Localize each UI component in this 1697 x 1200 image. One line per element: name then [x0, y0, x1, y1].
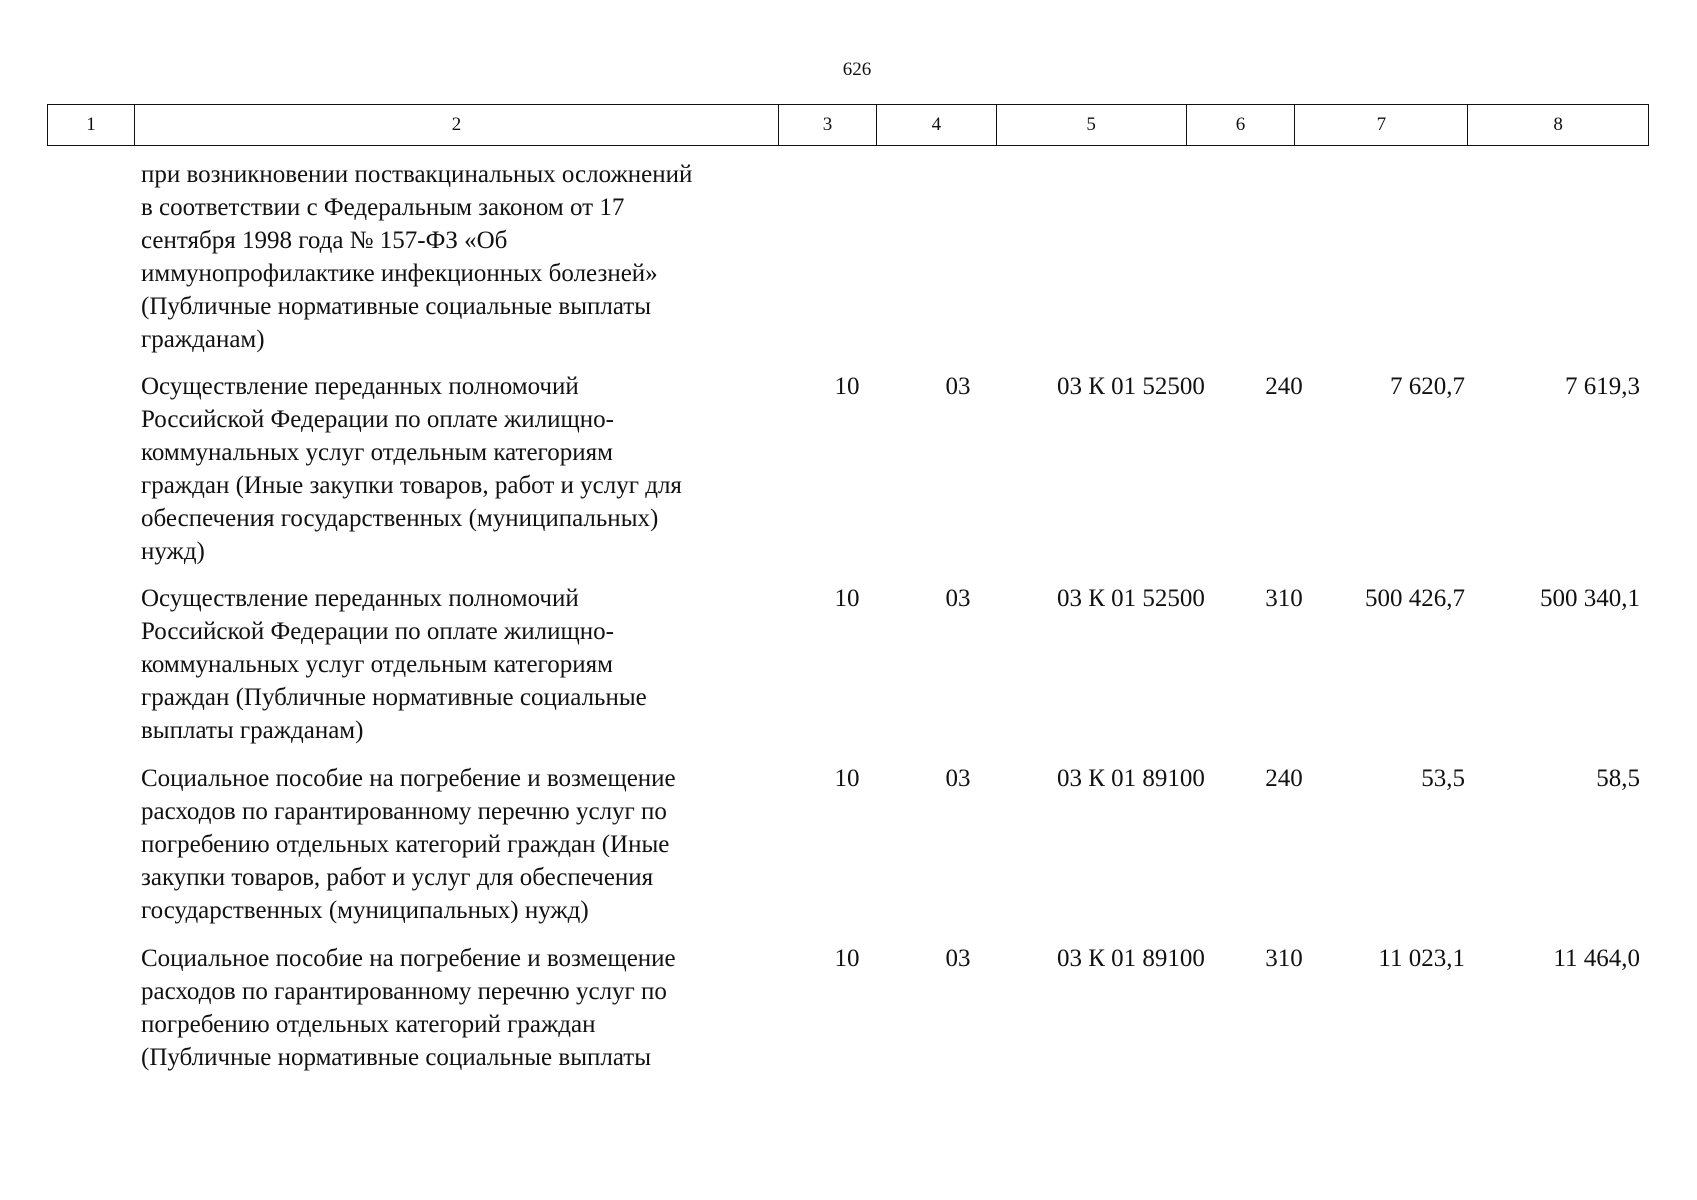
- page-number: 626: [842, 59, 872, 80]
- row-subsection-code: 03: [945, 765, 971, 792]
- row-subsection-code: 03: [945, 585, 971, 612]
- row-description: при возникновении поствакцинальных осложнений в соответствии с Федеральным законом от 17 сентября 1998 года № 157-ФЗ «Об иммунопрофилактике инфекционных болезней» (Публичные нормативные социальные выплаты гражданам): [141, 161, 693, 353]
- row-target-article-code: 03 К 01 52500: [1057, 373, 1205, 400]
- header-cell-6: 6: [1187, 105, 1296, 145]
- table-header-row: [47, 104, 1649, 146]
- row-expense-type-code: 310: [1265, 585, 1303, 612]
- header-cell-3: 3: [779, 105, 877, 145]
- row-target-article-code: 03 К 01 89100: [1057, 765, 1205, 792]
- header-cell-8: 8: [1553, 114, 1563, 135]
- row-amount-col8: 58,5: [1596, 765, 1640, 792]
- row-amount-col8: 7 619,3: [1565, 373, 1640, 400]
- row-amount-col7: 53,5: [1421, 765, 1465, 792]
- row-amount-col7: 500 426,7: [1365, 585, 1465, 612]
- row-expense-type-code: 240: [1265, 765, 1303, 792]
- header-cell-5: 5: [997, 105, 1187, 145]
- row-section-code: 10: [834, 765, 860, 792]
- row-amount-col8: 11 464,0: [1553, 945, 1640, 972]
- row-description: Социальное пособие на погребение и возмещение расходов по гарантированному перечню услуг по погребению отдельных категорий граждан (Иные закупки товаров, работ и услуг для обеспечения государственных (муниципальных) нужд): [141, 765, 676, 924]
- row-description: Осуществление переданных полномочий Российской Федерации по оплате жилищно-коммунальных услуг отдельным категориям граждан (Иные закупки товаров, работ и услуг для обеспечения государственных (муниципальных) нужд): [141, 373, 682, 565]
- header-cell-1: 1: [48, 105, 135, 145]
- row-target-article-code: 03 К 01 52500: [1057, 585, 1205, 612]
- row-amount-col7: 11 023,1: [1378, 945, 1465, 972]
- row-section-code: 10: [834, 585, 860, 612]
- row-amount-col7: 7 620,7: [1390, 373, 1465, 400]
- row-amount-col8: 500 340,1: [1540, 585, 1640, 612]
- header-cell-2: 2: [135, 105, 779, 145]
- row-description: Осуществление переданных полномочий Российской Федерации по оплате жилищно-коммунальных услуг отдельным категориям граждан (Публичные нормативные социальные выплаты гражданам): [141, 585, 647, 744]
- row-expense-type-code: 310: [1265, 945, 1303, 972]
- row-target-article-code: 03 К 01 89100: [1057, 945, 1205, 972]
- row-description: Социальное пособие на погребение и возмещение расходов по гарантированному перечню услуг по погребению отдельных категорий граждан (Публичные нормативные социальные выплаты: [141, 945, 676, 1071]
- row-subsection-code: 03: [945, 373, 971, 400]
- header-cell-7: 7: [1295, 105, 1468, 145]
- row-expense-type-code: 240: [1265, 373, 1303, 400]
- row-section-code: 10: [834, 373, 860, 400]
- header-cell-4: 4: [877, 105, 997, 145]
- row-section-code: 10: [834, 945, 860, 972]
- row-subsection-code: 03: [945, 945, 971, 972]
